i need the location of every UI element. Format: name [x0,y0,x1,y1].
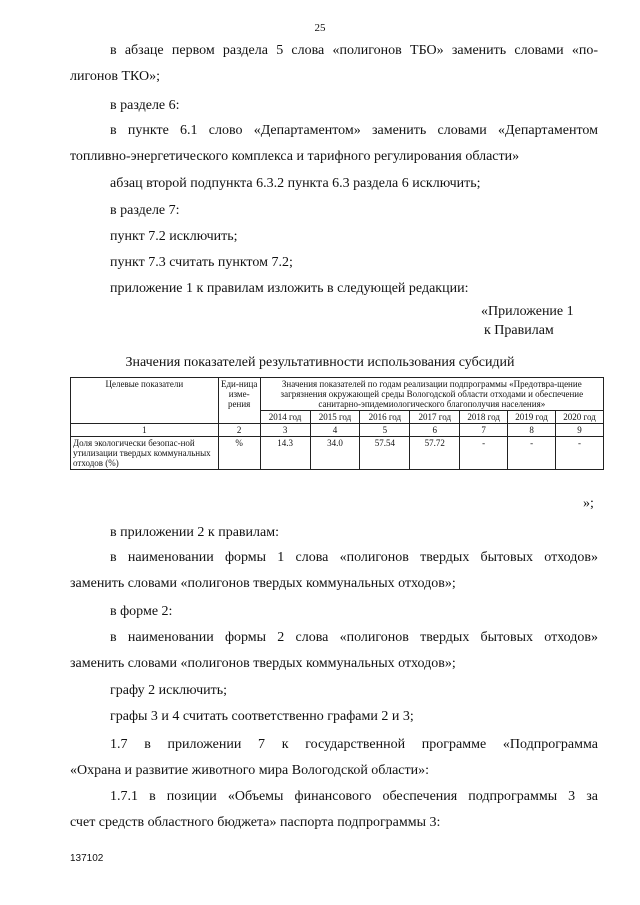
year-header: 2016 год [360,411,410,424]
text-line: графы 3 и 4 считать соответственно графами 2 и 3; [110,709,414,724]
text-line: в приложении 2 к правилам: [110,525,279,540]
row-value: 57.54 [360,437,410,470]
row-value: 57.72 [410,437,460,470]
year-header: 2017 год [410,411,460,424]
text-line: 1.7 в приложении 7 к государственной программе «Подпрограмма [110,737,598,752]
text-line: в наименовании формы 1 слова «полигонов твердых бытовых отходов» [110,550,598,565]
column-number: 2 [218,424,260,437]
year-header: 2018 год [460,411,508,424]
text-line: в разделе 7: [110,203,180,218]
header-values: Значения показателей по годам реализации подпрограммы «Предотвра-щение загрязнения окружающей среды Вологодской области отходами и обеспечение санитарно-эпидемиологического благополучия населения» [260,378,603,411]
page-number: 25 [314,22,326,34]
row-value: 14.3 [260,437,310,470]
text-line: приложение 1 к правилам изложить в следующей редакции: [110,281,469,296]
text-line: «Охрана и развитие животного мира Вологодской области»: [70,763,429,778]
text-line: заменить словами «полигонов твердых коммунальных отходов»; [70,576,456,591]
text-line: графу 2 исключить; [110,683,228,698]
text-line: в наименовании формы 2 слова «полигонов твердых бытовых отходов» [110,630,598,645]
column-number: 7 [460,424,508,437]
indicators-table [70,377,604,470]
row-indicator: Доля экологически безопас-ной утилизации твердых коммунальных отходов (%) [71,437,219,470]
text-line: пункт 7.3 считать пунктом 7.2; [110,255,293,270]
document-code: 137102 [70,853,104,864]
column-number: 1 [71,424,219,437]
table-closing-quote: »; [583,496,594,511]
text-line: топливно-энергетического комплекса и тарифного регулирования области» [70,149,520,164]
text-line: в абзаце первом раздела 5 слова «полигонов ТБО» заменить словами «по- [110,43,598,58]
column-number: 4 [310,424,360,437]
year-header: 2020 год [556,411,604,424]
row-value: - [556,437,604,470]
text-line: пункт 7.2 исключить; [110,229,238,244]
column-number: 6 [410,424,460,437]
table-title: Значения показателей результативности использования субсидий [125,355,515,370]
year-header: 2015 год [310,411,360,424]
text-line: в форме 2: [110,604,173,619]
year-header: 2014 год [260,411,310,424]
text-line: в пункте 6.1 слово «Департаментом» заменить словами «Департаментом [110,123,598,138]
header-indicator: Целевые показатели [71,378,219,424]
column-number: 9 [556,424,604,437]
row-value: - [508,437,556,470]
text-line: абзац второй подпункта 6.3.2 пункта 6.3 раздела 6 исключить; [110,176,481,191]
text-line: в разделе 6: [110,98,180,113]
appendix-label: к Правилам [484,323,554,338]
text-line: 1.7.1 в позиции «Объемы финансового обеспечения подпрограммы 3 за [110,789,598,804]
year-header: 2019 год [508,411,556,424]
table-row [71,437,604,470]
column-number: 3 [260,424,310,437]
text-line: заменить словами «полигонов твердых коммунальных отходов»; [70,656,456,671]
text-line: счет средств областного бюджета» паспорта подпрограммы 3: [70,815,441,830]
header-unit: Еди-ница изме-рения [218,378,260,424]
column-number: 8 [508,424,556,437]
row-value: 34.0 [310,437,360,470]
row-value: - [460,437,508,470]
row-unit: % [218,437,260,470]
appendix-label: «Приложение 1 [481,304,574,319]
column-number: 5 [360,424,410,437]
text-line: лигонов ТКО»; [70,69,161,84]
